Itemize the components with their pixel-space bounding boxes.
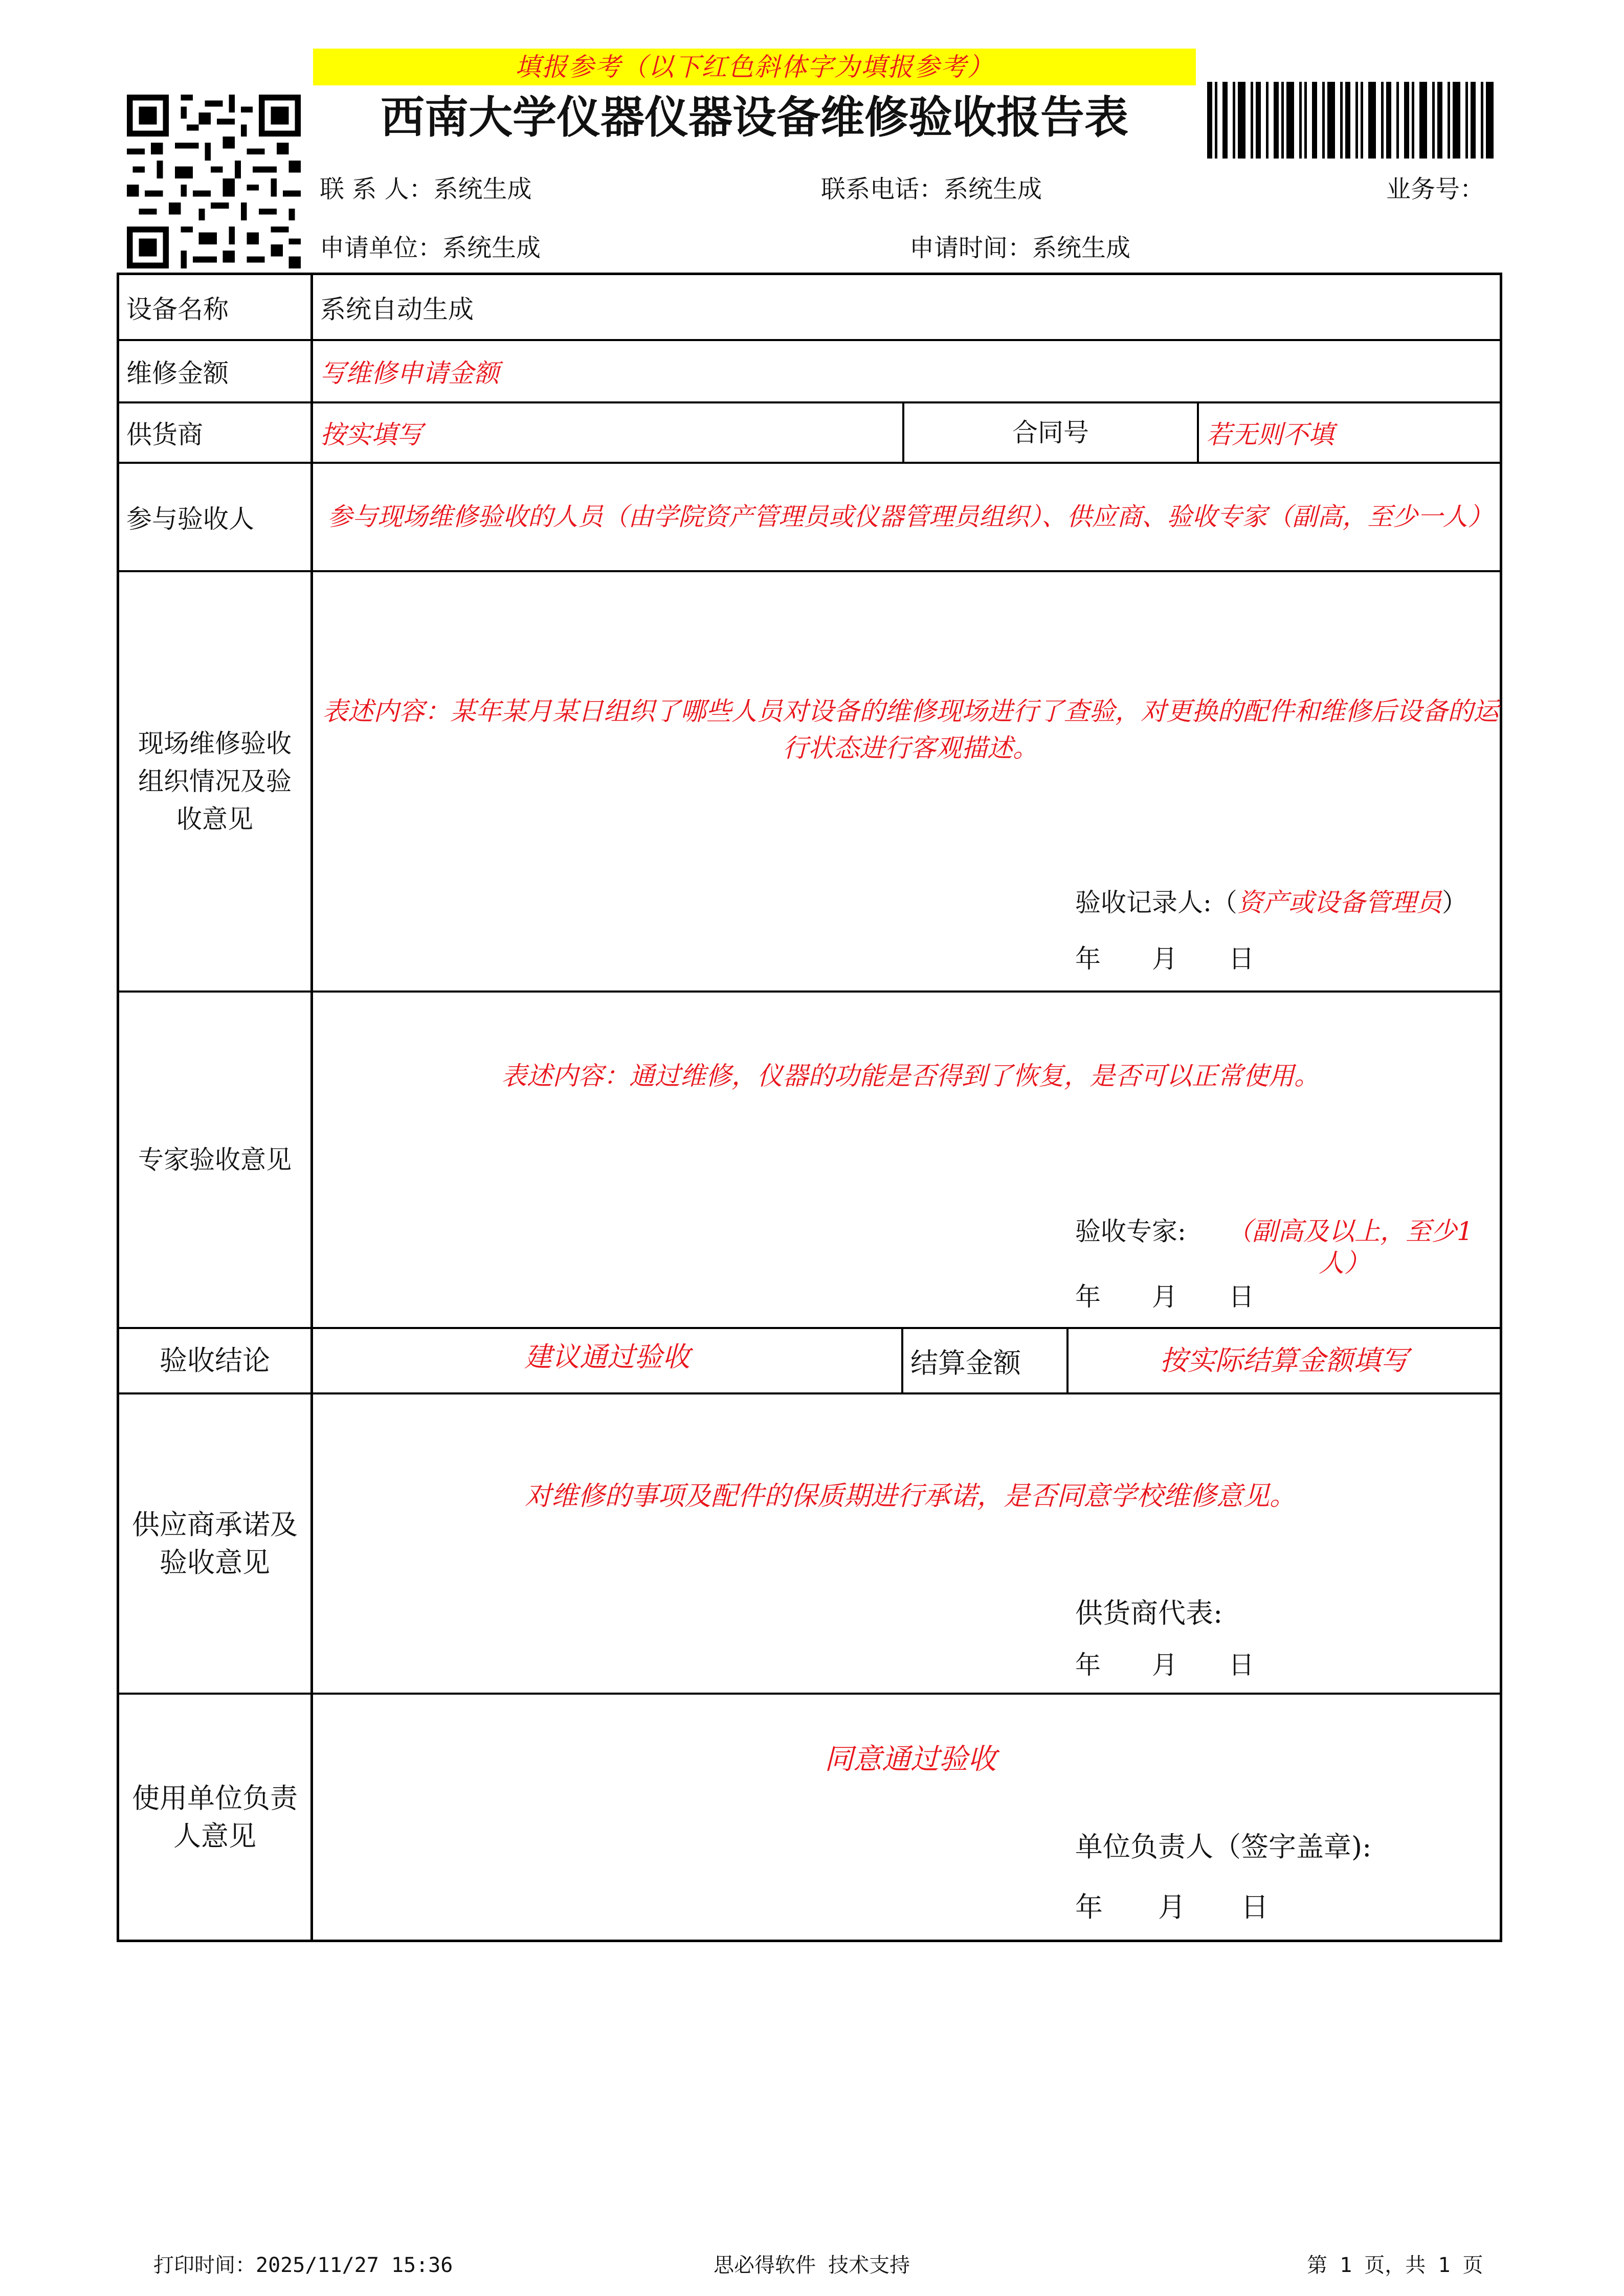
row-line (117, 991, 1502, 993)
supplier-signer-label: 供货商代表: (1075, 1597, 1223, 1629)
row-line (117, 1940, 1502, 1942)
qr-code-icon (127, 95, 301, 268)
supplier-promise-label: 供应商承诺及验收意见 (132, 1508, 298, 1579)
participants-value: 参与现场维修验收的人员（由学院资产管理员或仪器管理员组织）、供应商、验收专家（副高，至少一人） (327, 502, 1493, 531)
table-column-divider (310, 273, 313, 1942)
supplier-value: 按实填写 (320, 420, 422, 449)
row-line (117, 1693, 1502, 1695)
recorder-label: 验收记录人:（ (1075, 888, 1237, 917)
page-title: 西南大学仪器仪器设备维修验收报告表 (381, 92, 1128, 143)
conclusion-value: 建议通过验收 (524, 1341, 690, 1373)
recorder-hint: 资产或设备管理员 (1237, 888, 1442, 917)
unit-label: 申请单位： (320, 234, 443, 262)
unit-value: 系统生成 (442, 234, 541, 262)
time-field (909, 233, 1130, 263)
supplier-date: 年 月 日 (1075, 1650, 1254, 1680)
phone-value: 系统生成 (944, 175, 1042, 204)
repair-amount-label: 维修金额 (126, 358, 229, 388)
contract-label: 合同号 (1012, 418, 1089, 447)
supplier-promise-content: 对维修的事项及配件的保质期进行承诺，是否同意学校维修意见。 (524, 1481, 1296, 1512)
device-name-label: 设备名称 (126, 294, 229, 324)
contact-field (320, 174, 532, 205)
unit-opinion-content: 同意通过验收 (825, 1743, 996, 1776)
table-border-right (1500, 273, 1502, 1942)
unit-date: 年 月 日 (1075, 1891, 1269, 1923)
onsite-date: 年 月 日 (1075, 944, 1254, 974)
time-label: 申请时间： (909, 234, 1033, 262)
expert-content: 表述内容：通过维修，仪器的功能是否得到了恢复，是否可以正常使用。 (501, 1061, 1320, 1091)
phone-field (821, 174, 1042, 205)
row-line (117, 1392, 1502, 1394)
contract-value: 若无则不填 (1206, 420, 1334, 449)
settlement-label: 结算金额 (910, 1346, 1021, 1379)
expert-signer-label: 验收专家: (1075, 1217, 1186, 1246)
conclusion-label: 验收结论 (160, 1344, 270, 1377)
business-no-label: 业务号： (1386, 175, 1485, 204)
participants-label: 参与验收人 (126, 504, 254, 534)
phone-label: 联系电话： (821, 175, 944, 204)
row-line (117, 570, 1502, 572)
onsite-content: 表述内容：某年某月某日组织了哪些人员对设备的维修现场进行了查验，对更换的配件和维修后设备的运行状态进行客观描述。 (322, 696, 1499, 763)
barcode-icon (1207, 82, 1494, 159)
settlement-value: 按实际结算金额填写 (1160, 1344, 1409, 1377)
recorder-close: ） (1441, 888, 1467, 917)
unit-field (320, 233, 541, 263)
contact-value: 系统生成 (433, 175, 532, 204)
supplier-label: 供货商 (126, 420, 203, 449)
onsite-label: 现场维修验收组织情况及验收意见 (138, 729, 292, 834)
expert-date: 年 月 日 (1075, 1282, 1254, 1312)
time-value: 系统生成 (1032, 234, 1131, 262)
contact-label: 联 系 人： (320, 175, 434, 204)
unit-signer-label: 单位负责人（签字盖章): (1075, 1831, 1372, 1863)
device-name-value: 系统自动生成 (320, 294, 474, 324)
repair-amount-value: 写维修申请金额 (320, 358, 499, 388)
onsite-recorder (1075, 887, 1467, 918)
expert-signer-hint-2: 人） (1319, 1248, 1370, 1278)
unit-opinion-label: 使用单位负责人意见 (132, 1782, 298, 1852)
page-indicator: 第 1 页，共 1 页 (1307, 2254, 1483, 2277)
tech-support: 思必得软件 技术支持 (714, 2254, 910, 2277)
print-time: 打印时间：2025/11/27 15:36 (153, 2254, 453, 2277)
expert-signer-hint-1: （副高及以上，至少1 (1227, 1217, 1473, 1246)
fill-reference-banner: 填报参考（以下红色斜体字为填报参考） (313, 49, 1196, 85)
expert-label: 专家验收意见 (138, 1145, 292, 1175)
